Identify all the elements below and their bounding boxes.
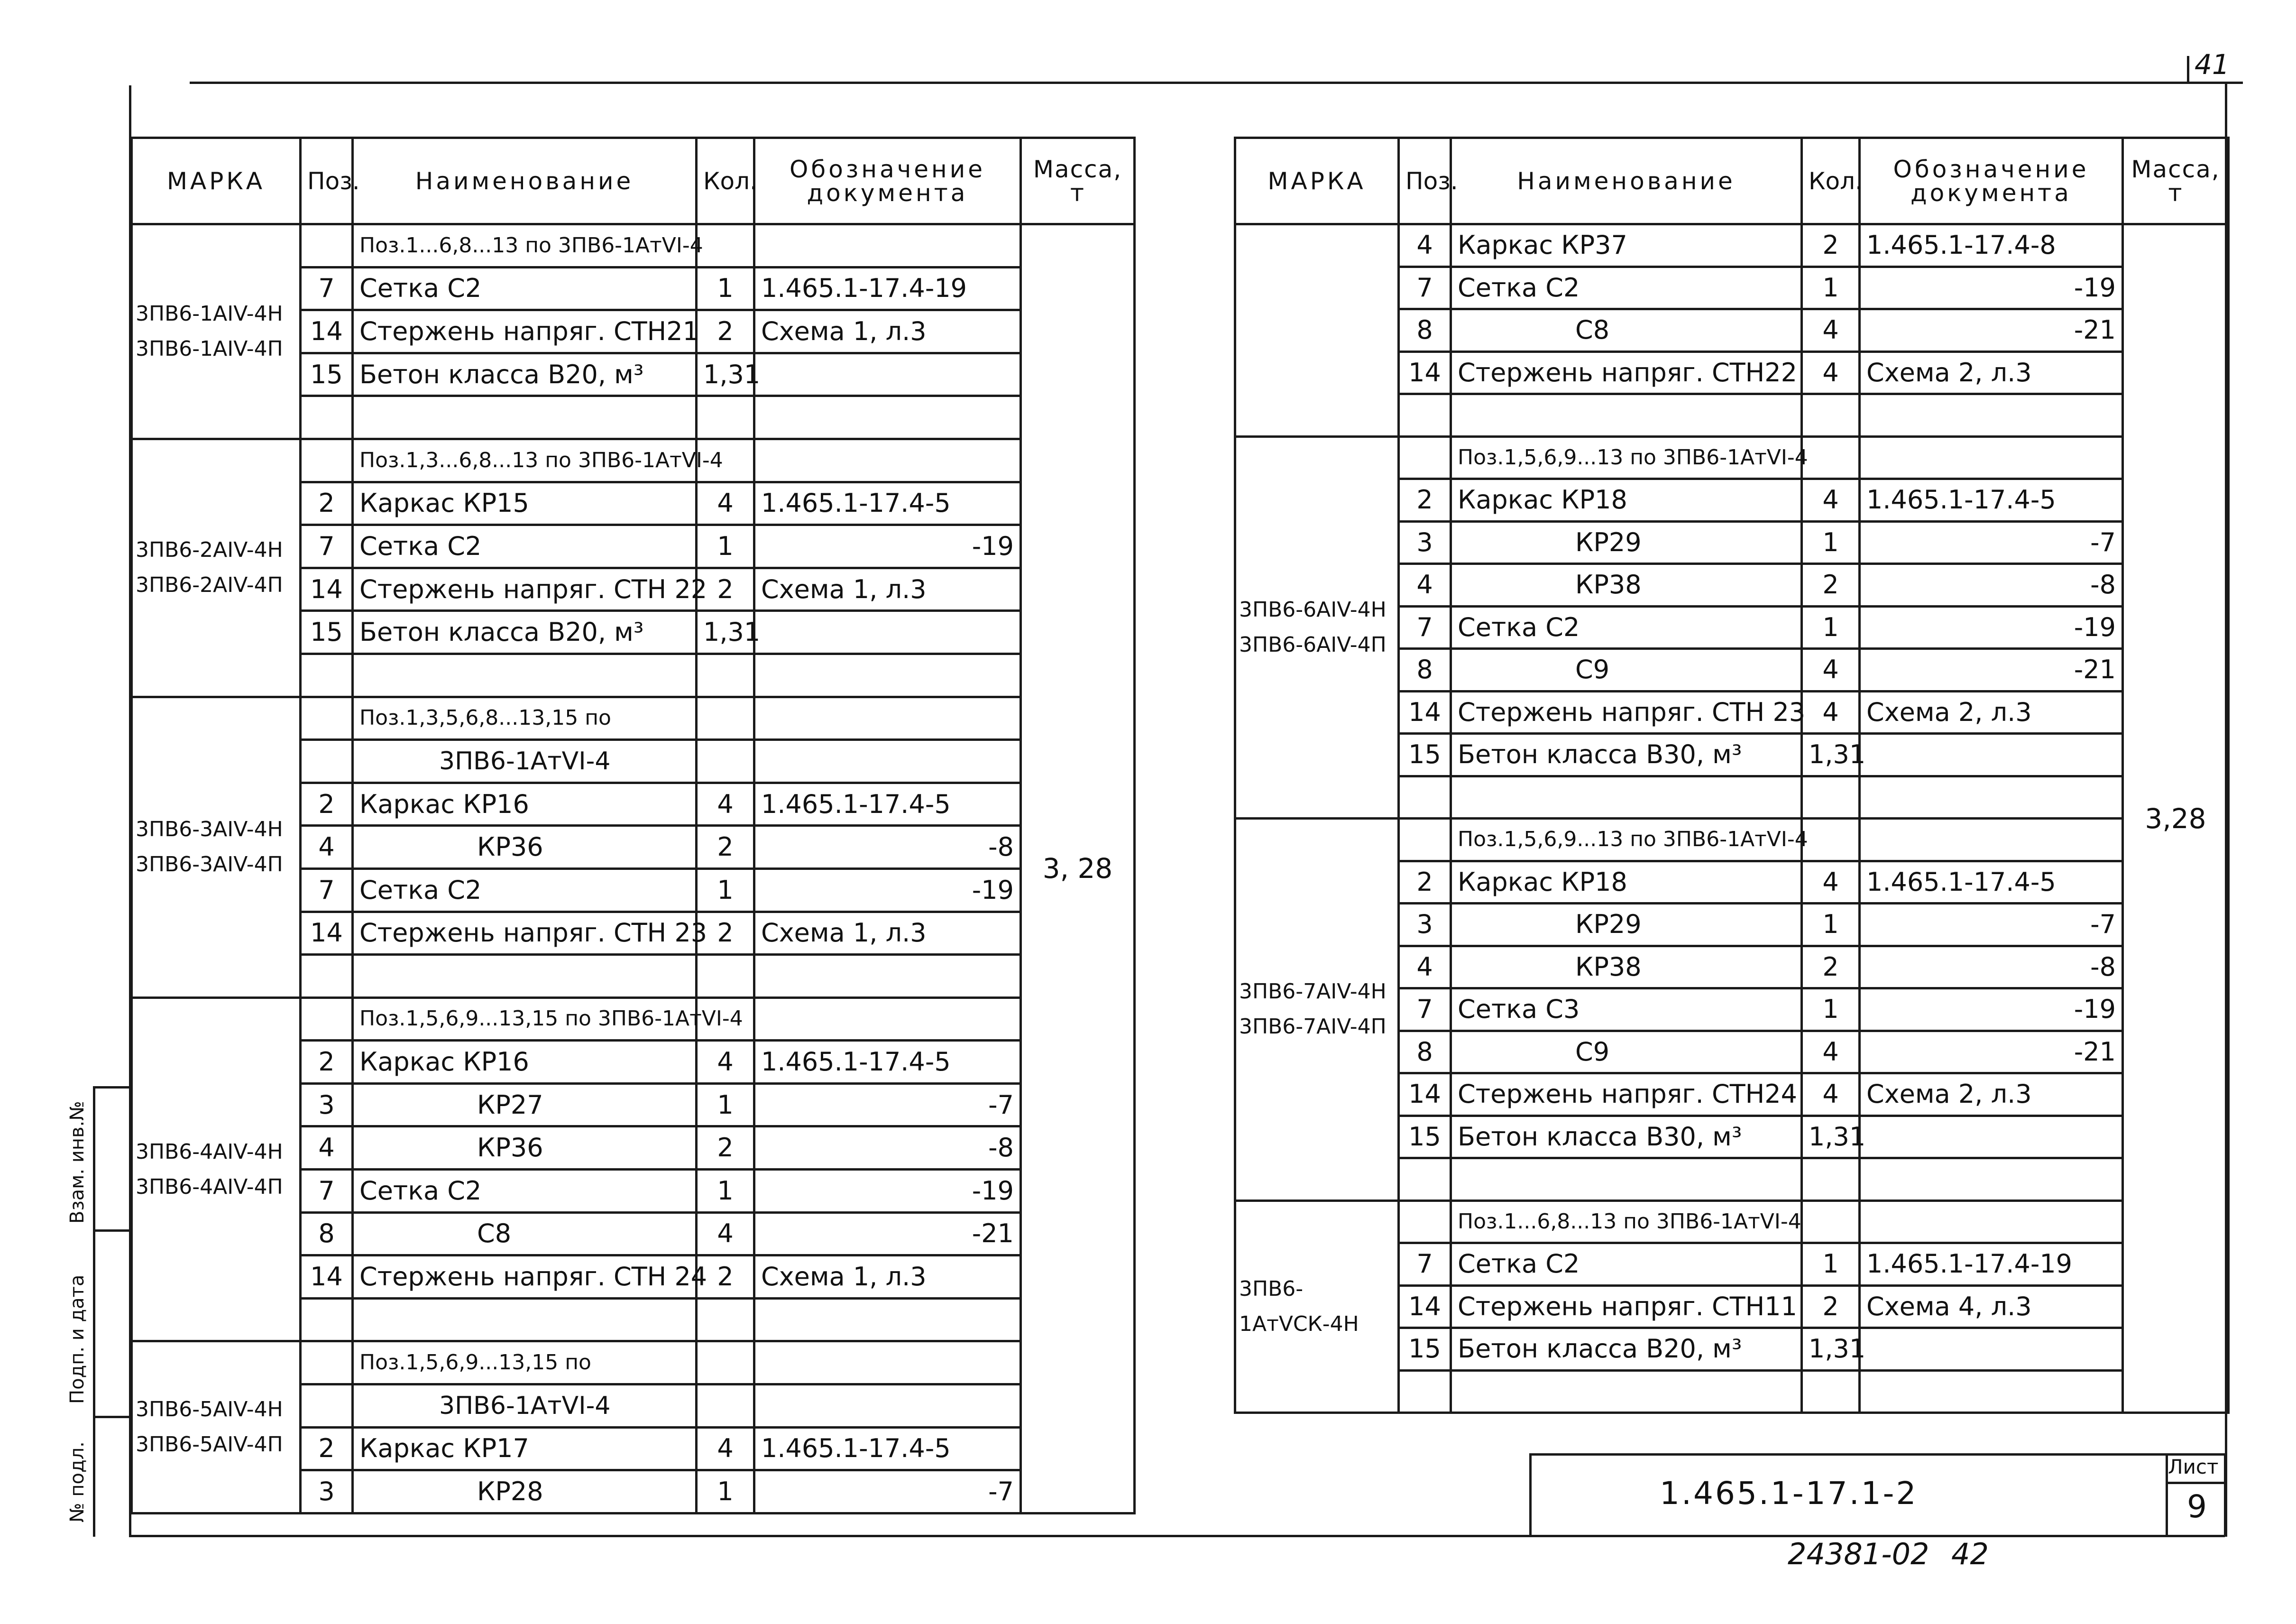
qty-cell: [697, 1384, 754, 1428]
name-cell: КР36: [353, 826, 697, 869]
qty-cell: [1802, 819, 1860, 861]
pos-cell: 15: [301, 353, 353, 396]
doc-cell: [754, 740, 1021, 783]
doc-cell: [754, 224, 1021, 268]
pos-cell: 2: [301, 482, 353, 525]
spec-table-left: [130, 137, 1136, 1514]
doc-cell: -7: [1860, 904, 2123, 946]
mass-cell: 3,28: [2123, 224, 2229, 1413]
doc-cell: -19: [754, 1170, 1021, 1213]
side-stamp-replace-inv: Взам. инв.№: [66, 1101, 88, 1224]
qty-cell: [697, 1341, 754, 1384]
name-cell: Сетка С2: [353, 1170, 697, 1213]
doc-cell: Схема 2, л.3: [1860, 351, 2123, 394]
name-cell: Стержень напряг. СТН21: [353, 310, 697, 353]
doc-cell: Схема 1, л.3: [754, 912, 1021, 955]
table-row: [1235, 1200, 2229, 1243]
doc-cell: 1.465.1-17.4-5: [1860, 861, 2123, 904]
name-cell: Поз.1,3...6,8...13 по 3ПВ6-1АтVI-4: [353, 439, 697, 482]
doc-cell: [754, 654, 1021, 697]
name-cell: [1451, 1158, 1802, 1201]
name-cell: Стержень напряг. СТН 22: [353, 568, 697, 611]
qty-cell: 1: [1802, 988, 1860, 1031]
name-cell: Каркас КР37: [1451, 224, 1802, 267]
qty-cell: 1: [1802, 904, 1860, 946]
name-cell: 3ПВ6-1АтVI-4: [353, 1384, 697, 1428]
side-stamp-divider-1: [93, 1086, 131, 1089]
doc-cell: [754, 955, 1021, 998]
name-cell: Бетон класса В30, м³: [1451, 734, 1802, 776]
pos-cell: 15: [1399, 1116, 1451, 1158]
pos-cell: [301, 740, 353, 783]
qty-cell: [697, 654, 754, 697]
doc-cell: [1860, 776, 2123, 819]
doc-cell: Схема 1, л.3: [754, 568, 1021, 611]
name-cell: Поз.1,5,6,9...13,15 по: [353, 1341, 697, 1384]
qty-cell: [1802, 1200, 1860, 1243]
table-row: [1235, 436, 2229, 479]
doc-cell: -21: [1860, 1031, 2123, 1073]
name-cell: Каркас КР16: [353, 783, 697, 826]
mass-cell: 3, 28: [1021, 224, 1135, 1513]
pos-cell: [301, 997, 353, 1041]
doc-cell: -19: [1860, 988, 2123, 1031]
name-cell: [353, 955, 697, 998]
qty-cell: [697, 396, 754, 439]
doc-cell: [754, 1341, 1021, 1384]
qty-cell: [1802, 1370, 1860, 1413]
pos-cell: 8: [301, 1212, 353, 1255]
archive-number: 24381-02: [1788, 1537, 1929, 1571]
header-pos: Поз.: [301, 138, 353, 224]
pos-cell: 14: [301, 1255, 353, 1299]
qty-cell: 1,31: [1802, 1328, 1860, 1371]
name-cell: Сетка С2: [353, 868, 697, 912]
pos-cell: 2: [1399, 861, 1451, 904]
qty-cell: 2: [697, 912, 754, 955]
table-row: [132, 1341, 1135, 1384]
side-stamp-border: [93, 1086, 95, 1537]
pos-cell: [301, 697, 353, 740]
name-cell: Каркас КР17: [353, 1427, 697, 1470]
name-cell: КР38: [1451, 564, 1802, 607]
mark-cell: [1235, 436, 1399, 819]
name-cell: КР29: [1451, 904, 1802, 946]
pos-cell: 8: [1399, 309, 1451, 352]
doc-cell: [1860, 436, 2123, 479]
doc-cell: [1860, 1116, 2123, 1158]
doc-cell: -21: [1860, 309, 2123, 352]
name-cell: Стержень напряг. СТН24: [1451, 1073, 1802, 1116]
name-cell: Сетка С2: [353, 267, 697, 310]
name-cell: [353, 654, 697, 697]
pos-cell: [1399, 1200, 1451, 1243]
qty-cell: [697, 697, 754, 740]
doc-cell: [1860, 1328, 2123, 1371]
name-cell: Поз.1...6,8...13 по 3ПВ6-1АтVI-4: [353, 224, 697, 268]
qty-cell: 4: [697, 482, 754, 525]
pos-cell: 4: [301, 826, 353, 869]
name-cell: [1451, 776, 1802, 819]
pos-cell: 7: [1399, 267, 1451, 309]
name-cell: КР28: [353, 1470, 697, 1513]
pos-cell: 3: [301, 1470, 353, 1513]
qty-cell: [1802, 394, 1860, 437]
header-qty: Кол.: [1802, 138, 1860, 224]
doc-cell: -7: [754, 1470, 1021, 1513]
pos-cell: 7: [301, 1170, 353, 1213]
name-cell: С9: [1451, 649, 1802, 692]
pos-cell: 2: [301, 1041, 353, 1084]
pos-cell: [1399, 1158, 1451, 1201]
doc-cell: 1.465.1-17.4-5: [754, 482, 1021, 525]
qty-cell: 1: [1802, 267, 1860, 309]
header-name: Наименование: [353, 138, 697, 224]
qty-cell: 4: [1802, 649, 1860, 692]
doc-cell: -8: [754, 1126, 1021, 1170]
mark-label: 3ПВ6-5АIV-4Н: [136, 1397, 283, 1422]
pos-cell: 8: [1399, 1031, 1451, 1073]
doc-cell: [1860, 819, 2123, 861]
name-cell: КР38: [1451, 946, 1802, 988]
name-cell: Поз.1,5,6,9...13 по 3ПВ6-1АтVI-4: [1451, 436, 1802, 479]
name-cell: 3ПВ6-1АтVI-4: [353, 740, 697, 783]
name-cell: [353, 1298, 697, 1341]
qty-cell: 1,31: [1802, 734, 1860, 776]
pos-cell: 15: [1399, 1328, 1451, 1371]
qty-cell: 1: [697, 1083, 754, 1126]
doc-cell: [1860, 1370, 2123, 1413]
side-stamp-original-no: № подл.: [66, 1441, 88, 1522]
mark-label: 3ПВ6-7АIV-4Н: [1239, 979, 1387, 1004]
header-mass: Масса, т: [2123, 138, 2229, 224]
pos-cell: 8: [1399, 649, 1451, 692]
pos-cell: 7: [301, 525, 353, 568]
pos-cell: [301, 955, 353, 998]
doc-cell: -19: [1860, 606, 2123, 649]
name-cell: Сетка С2: [1451, 606, 1802, 649]
mark-label: 3ПВ6-6АIV-4П: [1239, 632, 1387, 657]
pos-cell: [301, 224, 353, 268]
qty-cell: 1: [1802, 1243, 1860, 1286]
doc-cell: Схема 2, л.3: [1860, 1073, 2123, 1116]
name-cell: Стержень напряг. СТН22: [1451, 351, 1802, 394]
qty-cell: [1802, 436, 1860, 479]
table-row: [132, 439, 1135, 482]
name-cell: Стержень напряг. СТН 23: [353, 912, 697, 955]
sheet-label-divider: [2166, 1482, 2226, 1484]
qty-cell: 1,31: [697, 353, 754, 396]
doc-cell: 1.465.1-17.4-5: [1860, 479, 2123, 522]
table-row: [1235, 819, 2229, 861]
header-mark: МАРКА: [132, 138, 301, 224]
qty-cell: 1: [697, 868, 754, 912]
pos-cell: 14: [1399, 1073, 1451, 1116]
qty-cell: 4: [697, 1427, 754, 1470]
name-cell: Поз.1,5,6,9...13 по 3ПВ6-1АтVI-4: [1451, 819, 1802, 861]
qty-cell: [1802, 776, 1860, 819]
name-cell: Бетон класса В20, м³: [353, 353, 697, 396]
pos-cell: 14: [1399, 351, 1451, 394]
qty-cell: [1802, 1158, 1860, 1201]
name-cell: Поз.1,5,6,9...13,15 по 3ПВ6-1АтVI-4: [353, 997, 697, 1041]
doc-cell: -21: [754, 1212, 1021, 1255]
pos-cell: 2: [1399, 479, 1451, 522]
header-pos: Поз.: [1399, 138, 1451, 224]
doc-cell: 1.465.1-17.4-5: [754, 783, 1021, 826]
qty-cell: 4: [1802, 1031, 1860, 1073]
pos-cell: 14: [301, 568, 353, 611]
name-cell: Сетка С3: [1451, 988, 1802, 1031]
qty-cell: 1,31: [697, 611, 754, 654]
name-cell: С8: [353, 1212, 697, 1255]
name-cell: [1451, 1370, 1802, 1413]
doc-cell: [1860, 394, 2123, 437]
pos-cell: 14: [1399, 691, 1451, 734]
doc-cell: Схема 2, л.3: [1860, 691, 2123, 734]
pos-cell: 7: [1399, 988, 1451, 1031]
mark-label: 3ПВ6-7АIV-4П: [1239, 1015, 1387, 1039]
name-cell: С8: [1451, 309, 1802, 352]
doc-cell: [754, 697, 1021, 740]
pos-cell: 7: [301, 868, 353, 912]
name-cell: Сетка С2: [1451, 267, 1802, 309]
pos-cell: 14: [1399, 1285, 1451, 1328]
qty-cell: 2: [697, 1126, 754, 1170]
qty-cell: 2: [1802, 946, 1860, 988]
qty-cell: 2: [1802, 224, 1860, 267]
doc-cell: [754, 611, 1021, 654]
pos-cell: [1399, 776, 1451, 819]
corner-tick: [2187, 56, 2189, 83]
doc-cell: [754, 439, 1021, 482]
table-row: [132, 224, 1135, 268]
doc-cell: -19: [754, 868, 1021, 912]
pos-cell: [301, 1298, 353, 1341]
qty-cell: 2: [697, 1255, 754, 1299]
mark-cell: [132, 697, 301, 997]
name-cell: Стержень напряг. СТН 24: [353, 1255, 697, 1299]
doc-cell: 1.465.1-17.4-19: [1860, 1243, 2123, 1286]
side-stamp-divider-2: [93, 1229, 131, 1232]
qty-cell: 4: [1802, 861, 1860, 904]
name-cell: Поз.1,3,5,6,8...13,15 по: [353, 697, 697, 740]
qty-cell: [697, 1298, 754, 1341]
qty-cell: 4: [697, 783, 754, 826]
side-stamp-divider-3: [93, 1416, 131, 1418]
name-cell: КР36: [353, 1126, 697, 1170]
pos-cell: 15: [301, 611, 353, 654]
qty-cell: 1: [697, 525, 754, 568]
table-row: [1235, 224, 2229, 267]
qty-cell: [697, 955, 754, 998]
spec-table-right: [1234, 137, 2230, 1414]
qty-cell: 2: [697, 826, 754, 869]
name-cell: Каркас КР18: [1451, 861, 1802, 904]
top-border: [190, 82, 2243, 84]
mark-cell: [132, 439, 301, 697]
name-cell: КР29: [1451, 521, 1802, 564]
mark-label: 3ПВ6-4АIV-4П: [136, 1174, 283, 1199]
side-stamp-signature-date: Подп. и дата: [66, 1274, 88, 1404]
name-cell: Поз.1...6,8...13 по 3ПВ6-1АтVI-4: [1451, 1200, 1802, 1243]
pos-cell: 4: [301, 1126, 353, 1170]
table-row: [132, 997, 1135, 1041]
doc-cell: [754, 1298, 1021, 1341]
mark-label: 3ПВ6-2АIV-4Н: [136, 538, 283, 563]
doc-cell: 1.465.1-17.4-19: [754, 267, 1021, 310]
mark-label: 3ПВ6-1АтVСК-4Н: [1239, 1276, 1359, 1336]
name-cell: С9: [1451, 1031, 1802, 1073]
pos-cell: 7: [301, 267, 353, 310]
name-cell: КР27: [353, 1083, 697, 1126]
pos-cell: [1399, 394, 1451, 437]
name-cell: Бетон класса В20, м³: [353, 611, 697, 654]
doc-cell: [1860, 1158, 2123, 1201]
mark-cell: [132, 224, 301, 439]
qty-cell: 2: [1802, 564, 1860, 607]
pos-cell: [1399, 819, 1451, 861]
name-cell: Каркас КР18: [1451, 479, 1802, 522]
qty-cell: 2: [697, 310, 754, 353]
pos-cell: [301, 654, 353, 697]
doc-cell: 1.465.1-17.4-8: [1860, 224, 2123, 267]
mark-label: 3ПВ6-3АIV-4Н: [136, 817, 283, 842]
mark-label: 3ПВ6-1АIV-4Н: [136, 301, 283, 326]
qty-cell: 1: [697, 267, 754, 310]
sheet-label: Лист: [2168, 1455, 2219, 1478]
doc-cell: -21: [1860, 649, 2123, 692]
pos-cell: 14: [301, 310, 353, 353]
doc-cell: Схема 1, л.3: [754, 310, 1021, 353]
qty-cell: 4: [1802, 309, 1860, 352]
doc-cell: [1860, 734, 2123, 776]
doc-cell: -7: [1860, 521, 2123, 564]
mark-cell: [1235, 1200, 1399, 1413]
name-cell: Бетон класса В20, м³: [1451, 1328, 1802, 1371]
qty-cell: 2: [1802, 1285, 1860, 1328]
pos-cell: [1399, 1370, 1451, 1413]
mark-label: 3ПВ6-6АIV-4Н: [1239, 597, 1387, 622]
doc-cell: Схема 1, л.3: [754, 1255, 1021, 1299]
qty-cell: 2: [697, 568, 754, 611]
header-mark: МАРКА: [1235, 138, 1399, 224]
pos-cell: 4: [1399, 224, 1451, 267]
pos-cell: [301, 439, 353, 482]
header-name: Наименование: [1451, 138, 1802, 224]
name-cell: Стержень напряг. СТН11: [1451, 1285, 1802, 1328]
qty-cell: 1: [1802, 606, 1860, 649]
doc-cell: [754, 997, 1021, 1041]
name-cell: Сетка С2: [353, 525, 697, 568]
qty-cell: 1: [1802, 521, 1860, 564]
pos-cell: [301, 396, 353, 439]
mark-label: 3ПВ6-2АIV-4П: [136, 573, 283, 598]
mark-label: 3ПВ6-1АIV-4П: [136, 336, 283, 361]
doc-cell: [754, 353, 1021, 396]
pos-cell: 3: [301, 1083, 353, 1126]
qty-cell: 4: [1802, 691, 1860, 734]
pos-cell: 3: [1399, 521, 1451, 564]
qty-cell: 1: [697, 1470, 754, 1513]
sheet-number: 9: [2187, 1488, 2207, 1525]
mark-label: 3ПВ6-5АIV-4П: [136, 1432, 283, 1457]
doc-cell: -8: [1860, 564, 2123, 607]
name-cell: Каркас КР16: [353, 1041, 697, 1084]
table-row: [132, 697, 1135, 740]
qty-cell: 4: [1802, 479, 1860, 522]
qty-cell: 1: [697, 1170, 754, 1213]
doc-cell: [754, 396, 1021, 439]
pos-cell: [1399, 436, 1451, 479]
pos-cell: [301, 1341, 353, 1384]
qty-cell: [697, 740, 754, 783]
doc-cell: -19: [1860, 267, 2123, 309]
pos-cell: 2: [301, 1427, 353, 1470]
pos-cell: 3: [1399, 904, 1451, 946]
doc-cell: -19: [754, 525, 1021, 568]
name-cell: Бетон класса В30, м³: [1451, 1116, 1802, 1158]
mark-label: 3ПВ6-3АIV-4П: [136, 852, 283, 877]
pos-cell: 14: [301, 912, 353, 955]
doc-cell: Схема 4, л.3: [1860, 1285, 2123, 1328]
archive-subnumber: 42: [1951, 1537, 1989, 1571]
qty-cell: 4: [1802, 351, 1860, 394]
pos-cell: 7: [1399, 606, 1451, 649]
mark-cell: [132, 997, 301, 1341]
name-cell: [353, 396, 697, 439]
corner-number: 41: [2195, 48, 2230, 81]
qty-cell: 1,31: [1802, 1116, 1860, 1158]
qty-cell: 4: [1802, 1073, 1860, 1116]
qty-cell: [697, 224, 754, 268]
pos-cell: 4: [1399, 946, 1451, 988]
pos-cell: 15: [1399, 734, 1451, 776]
name-cell: [1451, 394, 1802, 437]
name-cell: Стержень напряг. СТН 23: [1451, 691, 1802, 734]
doc-cell: -8: [754, 826, 1021, 869]
pos-cell: 2: [301, 783, 353, 826]
mark-label: 3ПВ6-4АIV-4Н: [136, 1139, 283, 1164]
pos-cell: [301, 1384, 353, 1428]
doc-cell: -8: [1860, 946, 2123, 988]
pos-cell: 4: [1399, 564, 1451, 607]
qty-cell: 4: [697, 1212, 754, 1255]
doc-cell: -7: [754, 1083, 1021, 1126]
doc-cell: [1860, 1200, 2123, 1243]
pos-cell: 7: [1399, 1243, 1451, 1286]
name-cell: Каркас КР15: [353, 482, 697, 525]
name-cell: Сетка С2: [1451, 1243, 1802, 1286]
header-qty: Кол.: [697, 138, 754, 224]
doc-cell: 1.465.1-17.4-5: [754, 1427, 1021, 1470]
header-doc: Обозначение документа: [1860, 138, 2123, 224]
doc-cell: 1.465.1-17.4-5: [754, 1041, 1021, 1084]
header-doc: Обозначение документа: [754, 138, 1021, 224]
header-mass: Масса, т: [1021, 138, 1135, 224]
doc-cell: [754, 1384, 1021, 1428]
mark-cell: [132, 1341, 301, 1513]
mark-cell: [1235, 819, 1399, 1201]
document-code: 1.465.1-17.1-2: [1660, 1475, 1918, 1512]
qty-cell: 4: [697, 1041, 754, 1084]
mark-cell: [1235, 224, 1399, 437]
